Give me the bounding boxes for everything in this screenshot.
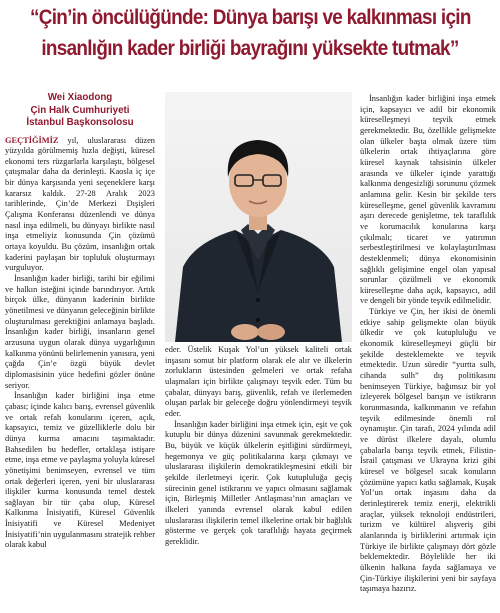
article-paragraph: İnsanlığın kader birliğini inşa etmek için, kapsayıcı ve adil bir ekonomik küreselleşmeyi teşvik etmek gerekmektedir. Bu, özellikle gelişmekte olan ülkeler başta olmak üzere tüm ülkelerin ortak ihtiyaçlarına göre küresel kaynak tahsisinin ülkeler arasında ve ülkeler içinde yarattığı kalkınma dengesizliği sorununu çözmek anlamına gelir. Kesin bir şekilde ters küreselleşme, genel güvenlik kavramını aşırı derecede genişletme, tek taraflılık ve korumacılık konularına karşı çıkılmalı; ticaret ve yatırımın serbestleştirilmesi ve kolaylaştırılması desteklenmeli; dünya ekonomisinin sağlıklı gelişimine engel olan yapısal sorunlar çözülmeli ve ekonomik küreselleşme daha açık, kapsayıcı, adil ve dengeli bir yönde teşvik edilmelidir. (360, 94, 496, 306)
lead-word: GEÇTİĞİMİZ (5, 135, 59, 145)
headline (30, 2, 470, 64)
byline-name: Wei Xiaodong (47, 92, 113, 103)
article-paragraph: eder. Üstelik Kuşak Yol’un yüksek kaliteli ortak inşasını somut bir platform olarak ele alır ve ilkelerin zorlukların üstesinden gelmeleri ve ortak refaha ulaşmaları için birlikte çalışmayı teşvik eder. Tüm bu çabalar, dünyayı barış, güvenlik, refah ve ilerlemeden oluşan parlak bir geleceğe doğru yönlendirmeyi teşvik eder. (165, 345, 352, 418)
portrait-illustration (165, 92, 352, 342)
author-portrait-photo (165, 92, 352, 342)
paragraph-text: yıl, uluslararası düzen yüzyılda görülmemiş hızla değişti, küresel ekonomi ters rüzgarlarla karşılaştı, bölgesel çatışmalar daha da derinleşti. Kaosla iç içe bir dünya karşısında yeni seçeneklere karşı kararsız kaldık. 27-28 Aralık 2023 tarihlerinde, Çin’de Merkezi Dışişleri Çalışma Konferansı düzenlendi ve dünya nasıl inşa edilmeli, bu dünyayı birlikte nasıl inşa etmeliyiz konusunda Çin çözümü ortaya koyuldu. Bu çözüm, insanlığın ortak kaderini paylaşan bir topluluk oluşturmayı vurguluyor. (5, 135, 155, 273)
headline-line-2: insanlığın kader birliği bayrağını yüksekte tutmak” (41, 36, 459, 60)
article-column-2 (165, 345, 352, 547)
article-paragraph: Türkiye ve Çin, her ikisi de önemli etkiye sahip gelişmekte olan büyük ülkedir ve çok kutupluluğu ve ekonomik küreselleşmeyi güçlü bir şekilde desteklemekte ve teşvik etmektedir. Uzun süredir “yurtta sulh, cihanda sulh” dış politikasını benimseyen Türkiye, bağımsız bir yol izleyerek bölgesel barışın ve istikrarın korunmasında, kalkınmanın ve refahın teşvik edilmesinde önemli rol oynamıştır. Çin tarafı, 2024 yılında adil ve dürüst ilkelere dayalı, olumlu çabalarla barışı teşvik etmek, Filistin-İsrail çatışması ve Ukrayna krizi gibi küresel ve bölgesel sıcak konuların çözümüne yapıcı katkı sağlamak, Kuşak Yol’un ortak inşasını daha da derinleştirerek temiz enerji, elektrikli araçlar, yüksek teknoloji endüstrileri, turizm ve kültürel alışveriş gibi alanlarında iş birliklerini artırmak için Türkiye ile birlikte çalışmayı dört gözle beklemektedir. Böylelikle her iki ülkenin halkına fayda sağlamaya ve Çin-Türkiye ilişkilerini yeni bir sayfaya taşımaya hazırız. (360, 307, 496, 594)
article-paragraph: İnsanlığın kader birliğini inşa etmek için, eşit ve çok kutuplu bir dünya düzenini savunmak gerekmektedir. Bu, büyük ve küçük ülkelerin eşitliğini sürdürmeyi, hegemonya ve güç politikalarına karşı çıkmayı ve uluslararası ilişkilerin demokratikleşmesini etkili bir şekilde ilerletmeyi içerir. Çok kutupluluğa geçiş sürecinin genel istikrarını ve yapıcı olmasını sağlamak için, Birleşmiş Milletler Antlaşması’nın amaçları ve ilkeleri yanında evrensel olarak kabul edilen uluslararası ilişkilerin temel ilkelerine ortak bir bağlılık gösterme ve gerçek çok taraflılığı hayata geçirmek gereklidir. (165, 419, 352, 546)
byline-title: Çin Halk Cumhuriyeti (30, 104, 130, 116)
article-paragraph (5, 136, 155, 275)
article-paragraph: İnsanlığın kader birliğini inşa etme çabası; içinde kalıcı barış, evrensel güvenlik ve ortak refah konularını içeren, açık, kapsayıcı, temiz ve güzelliklerle dolu bir dünya kurma amacını taşımaktadır. Bahsedilen bu hedefler, ortaklaşa istişare etme, inşa etme ve paylaşma yoluyla küresel yönetişimi benimseyen, evrensel ve tüm ortak değerleri içeren, yeni bir uluslararası ilişkiler kurma konusunda temel destek sağlayan bir tür çaba olup, Küresel Kalkınma İnisiyatifi, Küresel Güvenlik İnisiyatifi ve Küresel Medeniyet İnisiyatifi’nin uygulanmasını stratejik rehber olarak kabul (5, 391, 156, 550)
article-paragraph: İnsanlığın kader birliği, tarihi bir eğilimi ve halkın isteğini içinde barındırıyor. Artık birçok ülke, dünyanın kaderinin birlikte yönetilmesi ve dünyanın geleceğinin birlikte oluşturulması gerektiğini anlamaya başladı. İnsanlığın kader birliği, insanların genel arzusuna uygun olarak dünya uygarlığının kalkınma yönünü belirlemenin yanısıra, yeni çağda Çin’e özgü büyük devlet diplomasisinin yüce hedefini gözler önüne seriyor. (5, 274, 156, 390)
article-column-1 (5, 92, 155, 551)
byline-office: İstanbul Başkonsolosu (26, 117, 134, 128)
article-column-3 (360, 94, 496, 595)
headline-line-1: “Çin’in öncülüğünde: Dünya barışı ve kalkınması için (30, 5, 471, 29)
byline (5, 92, 155, 130)
